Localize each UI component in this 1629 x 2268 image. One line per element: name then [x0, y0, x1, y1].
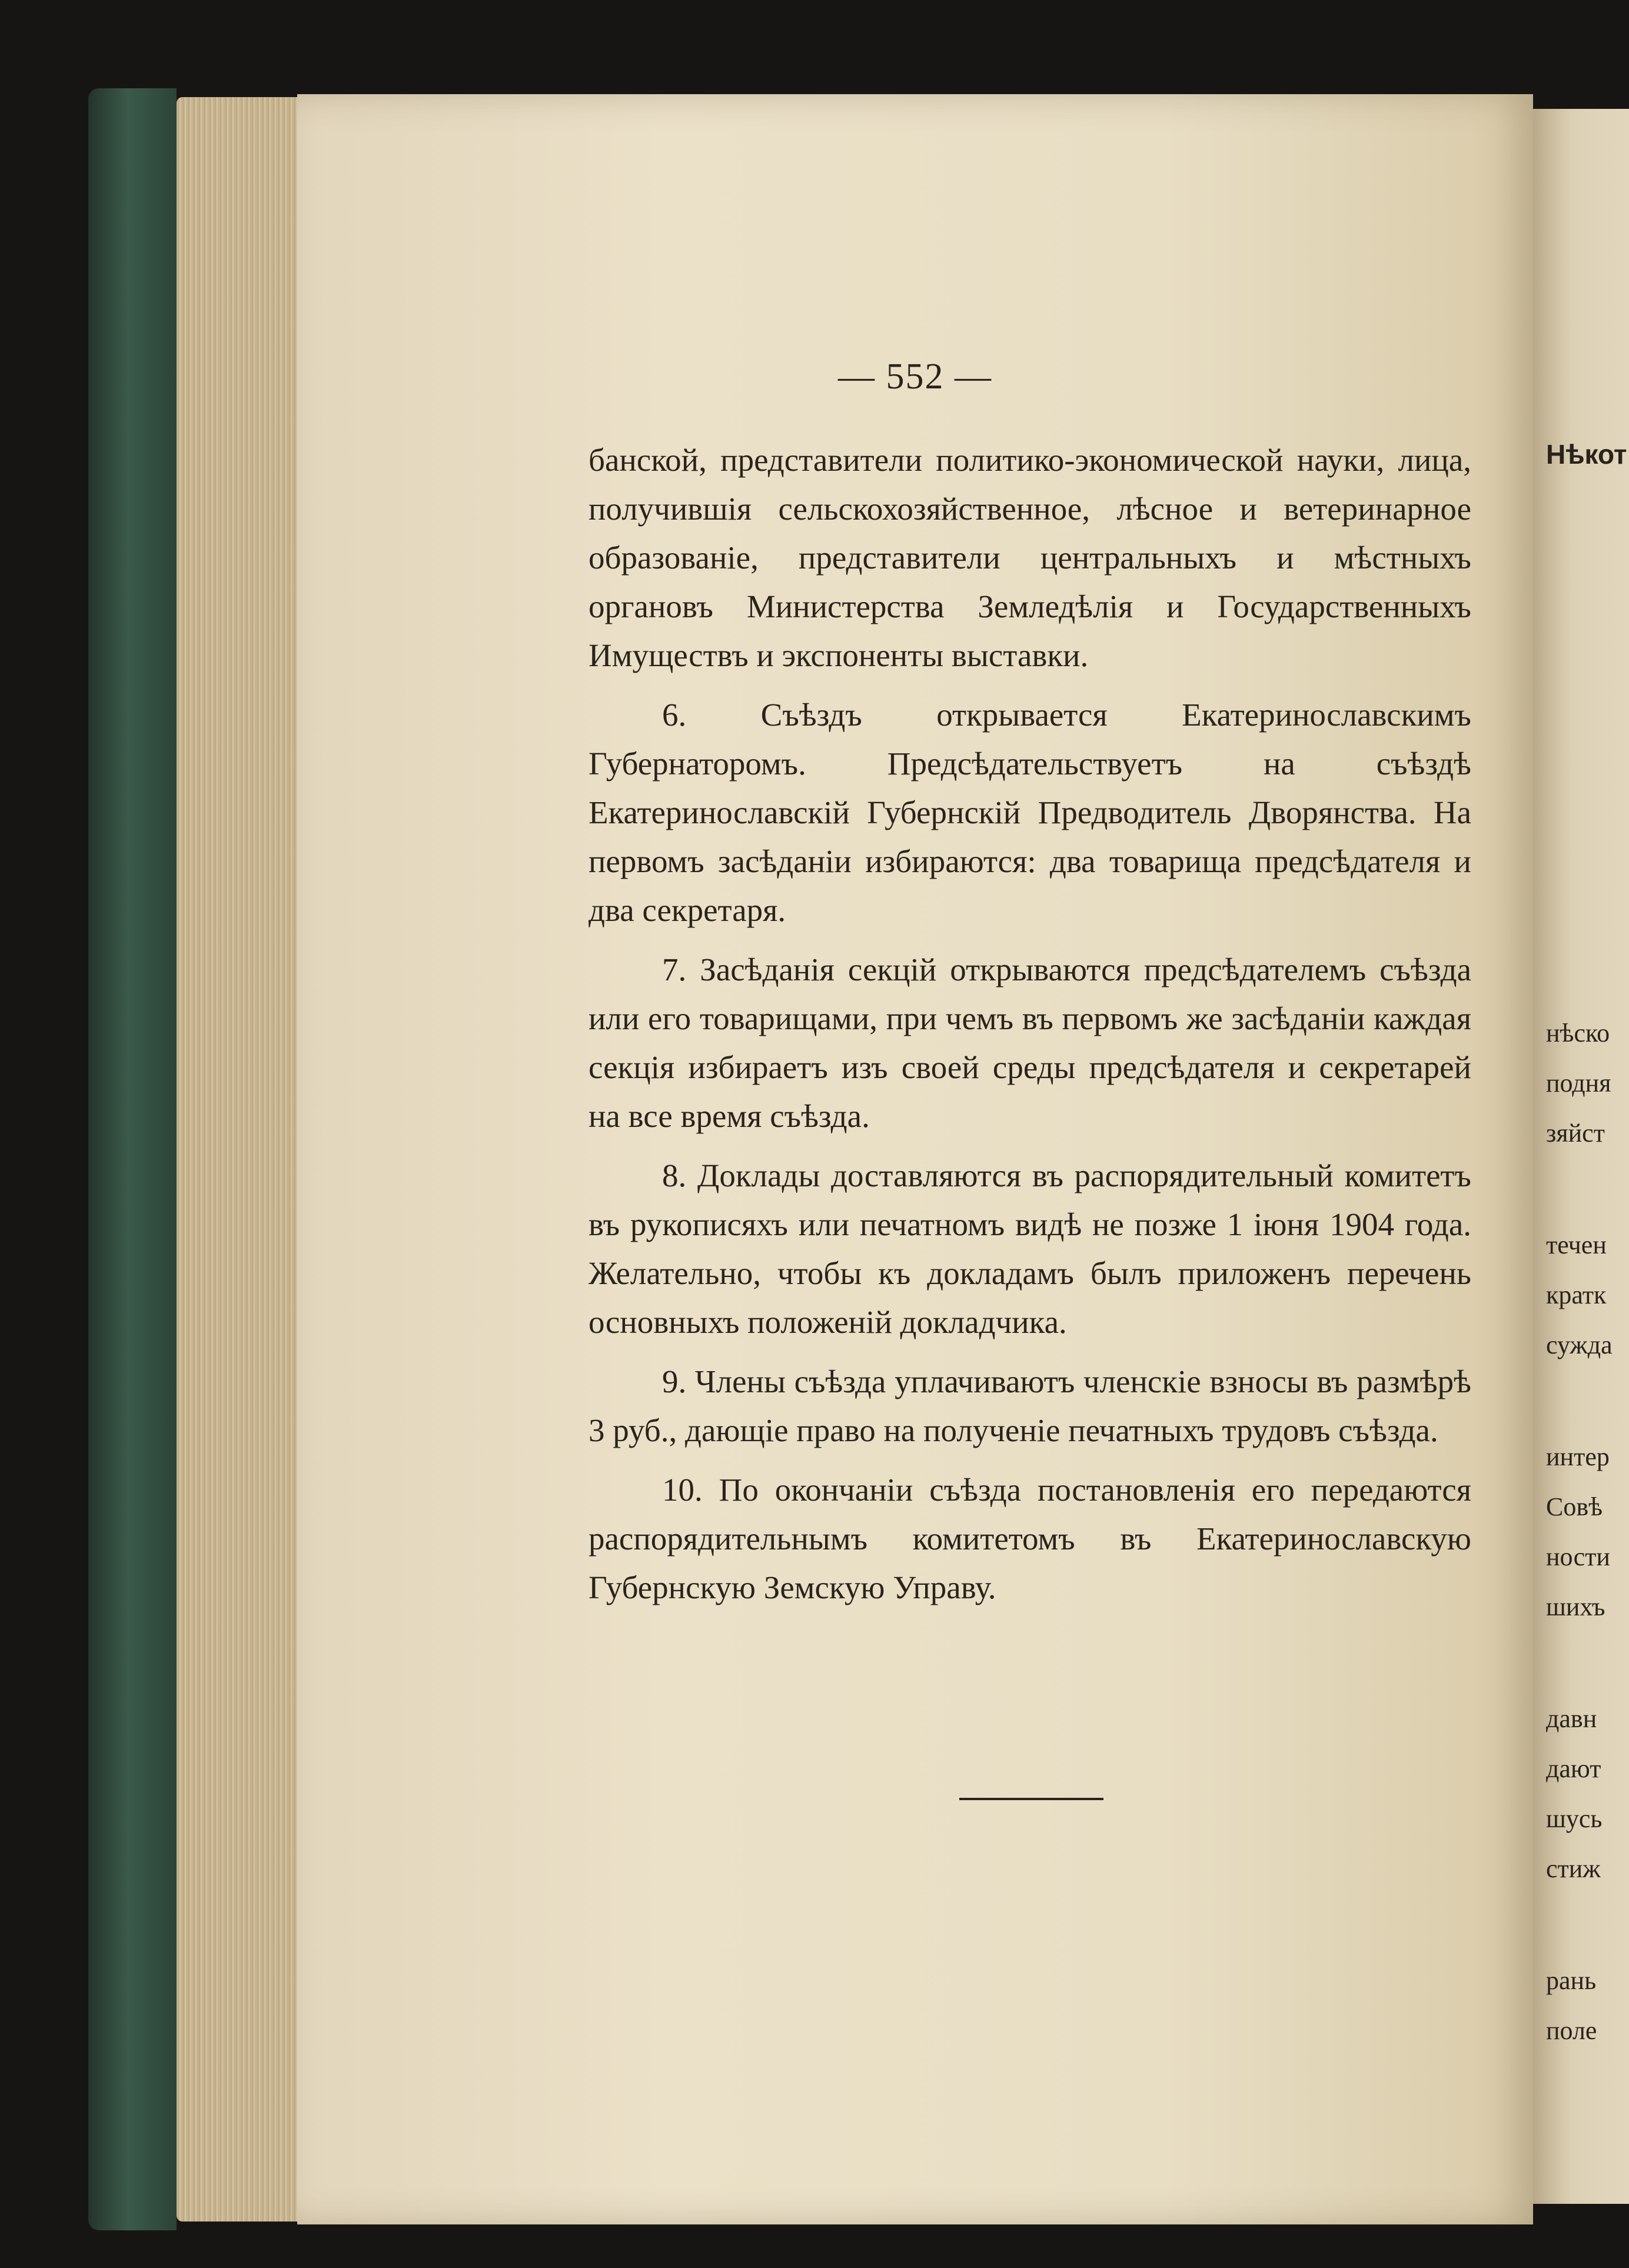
facing-page: [1533, 109, 1629, 2204]
paragraph-10: 10. По окончаніи съѣзда постановленія его передаются распорядительнымъ комитетомъ въ Екатеринославскую Губернскую Земскую Управу.: [589, 1472, 1471, 1605]
body-text: [589, 435, 1471, 1622]
book-page: [297, 94, 1533, 2224]
facing-page-line: подня: [1546, 1069, 1611, 1098]
page-edges: [177, 97, 300, 2222]
facing-page-line: кратк: [1546, 1281, 1607, 1309]
paragraph-8: 8. Доклады доставляются въ распорядительный комитетъ въ рукописяхъ или печатномъ видѣ не позже 1 іюня 1904 года. Желательно, чтобы къ докладамъ былъ приложенъ перечень основныхъ положеній докладчика.: [589, 1158, 1471, 1340]
paragraph-6: 6. Съѣздъ открывается Екатеринославскимъ Губернаторомъ. Предсѣдательствуетъ на съѣздѣ Екатеринославскій Губернскій Предводитель Дворянства. На первомъ засѣданіи избираются: два товарища предсѣдателя и два секретаря.: [589, 697, 1471, 928]
paragraph-7: 7. Засѣданія секцій открываются предсѣдателемъ съѣзда или его товарищами, при чемъ въ первомъ же засѣданіи каждая секція избираетъ изъ своей среды предсѣдателя и секретарей на все время съѣзда.: [589, 952, 1471, 1134]
paragraph-9: 9. Члены съѣзда уплачиваютъ членскіе взносы въ размѣрѣ 3 руб., дающіе право на полученіе печатныхъ трудовъ съѣзда.: [589, 1364, 1471, 1448]
facing-page-line: течен: [1546, 1231, 1607, 1259]
page-number: — 552 —: [838, 357, 992, 397]
facing-page-line: ности: [1546, 1542, 1610, 1571]
facing-page-line: зяйст: [1546, 1119, 1605, 1148]
facing-page-line: дают: [1546, 1754, 1601, 1783]
facing-page-line: интер: [1546, 1442, 1610, 1471]
facing-page-line: шихъ: [1546, 1592, 1605, 1621]
paragraph-continuation: банской, представители политико-экономической науки, лица, получившія сельскохозяйственное, лѣсное и ветеринарное образованіе, представители центральныхъ и мѣстныхъ органовъ Министерства Земледѣлія и Государственныхъ Имуществъ и экспоненты выставки.: [589, 442, 1471, 673]
facing-page-line: поле: [1546, 2016, 1597, 2045]
facing-page-heading: Нѣкот: [1546, 439, 1627, 470]
facing-page-line: стиж: [1546, 1854, 1601, 1883]
book-cover: [88, 88, 177, 2230]
facing-page-line: шусь: [1546, 1804, 1603, 1833]
facing-page-line: Совѣ: [1546, 1492, 1603, 1521]
facing-page-line: давн: [1546, 1704, 1597, 1733]
facing-page-line: рань: [1546, 1966, 1597, 1995]
section-divider: [959, 1798, 1103, 1800]
facing-page-line: нѣско: [1546, 1019, 1610, 1047]
facing-page-line: сужда: [1546, 1331, 1613, 1359]
